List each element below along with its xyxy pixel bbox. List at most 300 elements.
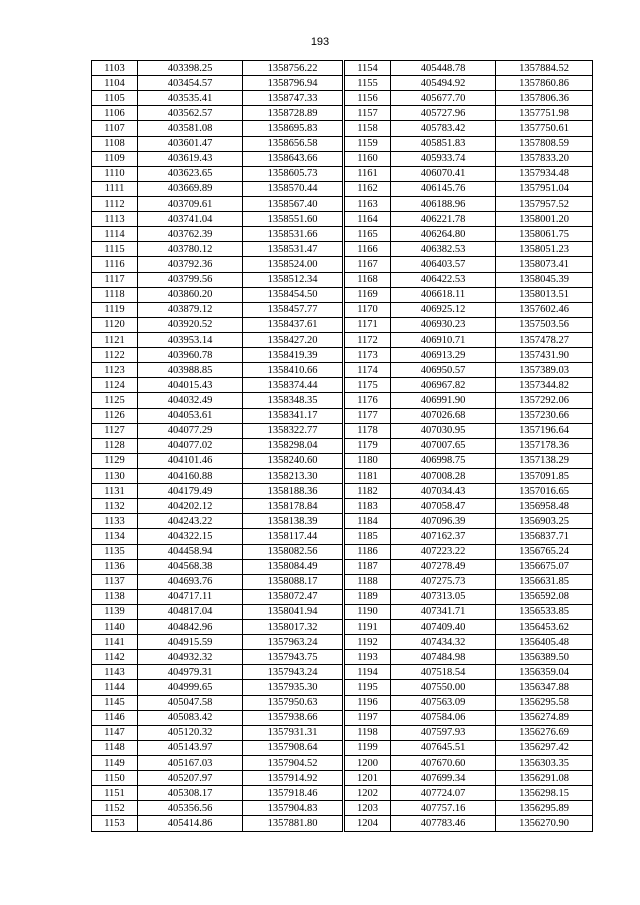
y-coordinate-cell: 1358656.58 (243, 136, 343, 151)
table-row (92, 468, 343, 483)
y-coordinate-cell: 1357914.92 (243, 771, 343, 786)
point-number-cell: 1176 (345, 393, 391, 408)
point-number-cell: 1148 (92, 740, 138, 755)
table-row (345, 227, 593, 242)
table-row (92, 740, 343, 755)
x-coordinate-cell: 405047.58 (138, 695, 243, 710)
table-row (92, 136, 343, 151)
point-number-cell: 1164 (345, 212, 391, 227)
table-row (345, 620, 593, 635)
point-number-cell: 1200 (345, 756, 391, 771)
table-row (92, 212, 343, 227)
point-number-cell: 1187 (345, 559, 391, 574)
y-coordinate-cell: 1357918.46 (243, 786, 343, 801)
table-row (345, 468, 593, 483)
y-coordinate-cell: 1357091.85 (496, 468, 593, 483)
y-coordinate-cell: 1357950.63 (243, 695, 343, 710)
point-number-cell: 1139 (92, 604, 138, 619)
x-coordinate-cell: 403398.25 (138, 61, 243, 76)
y-coordinate-cell: 1358457.77 (243, 302, 343, 317)
table-row (345, 76, 593, 91)
y-coordinate-cell: 1358084.49 (243, 559, 343, 574)
y-coordinate-cell: 1357833.20 (496, 151, 593, 166)
x-coordinate-cell: 407550.00 (391, 680, 496, 695)
point-number-cell: 1114 (92, 227, 138, 242)
point-number-cell: 1141 (92, 635, 138, 650)
x-coordinate-cell: 407409.40 (391, 620, 496, 635)
y-coordinate-cell: 1356359.04 (496, 665, 593, 680)
y-coordinate-cell: 1357951.04 (496, 181, 593, 196)
point-number-cell: 1103 (92, 61, 138, 76)
x-coordinate-cell: 406991.90 (391, 393, 496, 408)
point-number-cell: 1122 (92, 348, 138, 363)
point-number-cell: 1167 (345, 257, 391, 272)
point-number-cell: 1160 (345, 151, 391, 166)
x-coordinate-cell: 404179.49 (138, 484, 243, 499)
y-coordinate-cell: 1356765.24 (496, 544, 593, 559)
y-coordinate-cell: 1358017.32 (243, 620, 343, 635)
x-coordinate-cell: 404693.76 (138, 574, 243, 589)
table-row (345, 499, 593, 514)
table-row (92, 423, 343, 438)
table-row (345, 559, 593, 574)
y-coordinate-cell: 1358427.20 (243, 332, 343, 347)
y-coordinate-cell: 1358643.66 (243, 151, 343, 166)
table-row (345, 710, 593, 725)
point-number-cell: 1132 (92, 499, 138, 514)
y-coordinate-cell: 1356631.85 (496, 574, 593, 589)
table-row (92, 121, 343, 136)
table-row (92, 257, 343, 272)
x-coordinate-cell: 403792.36 (138, 257, 243, 272)
y-coordinate-cell: 1358747.33 (243, 91, 343, 106)
table-row (92, 635, 343, 650)
table-row (345, 166, 593, 181)
x-coordinate-cell: 403619.43 (138, 151, 243, 166)
x-coordinate-cell: 406930.23 (391, 317, 496, 332)
y-coordinate-cell: 1357016.65 (496, 484, 593, 499)
table-row (92, 589, 343, 604)
point-number-cell: 1147 (92, 725, 138, 740)
x-coordinate-cell: 404717.11 (138, 589, 243, 604)
y-coordinate-cell: 1356592.08 (496, 589, 593, 604)
table-row (345, 771, 593, 786)
table-row (345, 196, 593, 211)
table-row (92, 695, 343, 710)
x-coordinate-cell: 406403.57 (391, 257, 496, 272)
y-coordinate-cell: 1356347.88 (496, 680, 593, 695)
x-coordinate-cell: 405448.78 (391, 61, 496, 76)
y-coordinate-cell: 1358061.75 (496, 227, 593, 242)
x-coordinate-cell: 405120.32 (138, 725, 243, 740)
point-number-cell: 1119 (92, 302, 138, 317)
x-coordinate-cell: 407096.39 (391, 514, 496, 529)
x-coordinate-cell: 404932.32 (138, 650, 243, 665)
y-coordinate-cell: 1358045.39 (496, 272, 593, 287)
y-coordinate-cell: 1357904.52 (243, 756, 343, 771)
y-coordinate-cell: 1358240.60 (243, 453, 343, 468)
x-coordinate-cell: 407223.22 (391, 544, 496, 559)
y-coordinate-cell: 1357908.64 (243, 740, 343, 755)
point-number-cell: 1194 (345, 665, 391, 680)
y-coordinate-cell: 1357196.64 (496, 423, 593, 438)
point-number-cell: 1184 (345, 514, 391, 529)
y-coordinate-cell: 1358512.34 (243, 272, 343, 287)
y-coordinate-cell: 1358419.39 (243, 348, 343, 363)
table-row (345, 61, 593, 76)
point-number-cell: 1203 (345, 801, 391, 816)
coordinates-table-right-body (345, 61, 593, 832)
table-row (345, 136, 593, 151)
x-coordinate-cell: 407162.37 (391, 529, 496, 544)
x-coordinate-cell: 407034.43 (391, 484, 496, 499)
table-row (345, 212, 593, 227)
x-coordinate-cell: 403799.56 (138, 272, 243, 287)
table-row (92, 287, 343, 302)
table-row (92, 801, 343, 816)
table-row (345, 650, 593, 665)
y-coordinate-cell: 1357884.52 (496, 61, 593, 76)
x-coordinate-cell: 403988.85 (138, 363, 243, 378)
point-number-cell: 1111 (92, 181, 138, 196)
x-coordinate-cell: 405933.74 (391, 151, 496, 166)
y-coordinate-cell: 1356297.42 (496, 740, 593, 755)
x-coordinate-cell: 405727.96 (391, 106, 496, 121)
point-number-cell: 1117 (92, 272, 138, 287)
table-row (345, 589, 593, 604)
x-coordinate-cell: 403741.04 (138, 212, 243, 227)
y-coordinate-cell: 1356837.71 (496, 529, 593, 544)
point-number-cell: 1108 (92, 136, 138, 151)
table-row (345, 665, 593, 680)
table-row (345, 423, 593, 438)
point-number-cell: 1150 (92, 771, 138, 786)
table-row (345, 378, 593, 393)
point-number-cell: 1124 (92, 378, 138, 393)
point-number-cell: 1154 (345, 61, 391, 76)
table-row (345, 272, 593, 287)
x-coordinate-cell: 407757.16 (391, 801, 496, 816)
point-number-cell: 1161 (345, 166, 391, 181)
point-number-cell: 1174 (345, 363, 391, 378)
y-coordinate-cell: 1358117.44 (243, 529, 343, 544)
x-coordinate-cell: 406967.82 (391, 378, 496, 393)
x-coordinate-cell: 407313.05 (391, 589, 496, 604)
table-row (92, 242, 343, 257)
point-number-cell: 1152 (92, 801, 138, 816)
y-coordinate-cell: 1357931.31 (243, 725, 343, 740)
y-coordinate-cell: 1356533.85 (496, 604, 593, 619)
table-row (345, 544, 593, 559)
point-number-cell: 1130 (92, 468, 138, 483)
table-row (345, 393, 593, 408)
x-coordinate-cell: 407783.46 (391, 816, 496, 831)
y-coordinate-cell: 1356295.89 (496, 801, 593, 816)
point-number-cell: 1138 (92, 589, 138, 604)
x-coordinate-cell: 406422.53 (391, 272, 496, 287)
table-row (345, 438, 593, 453)
coordinates-table-left (91, 60, 343, 832)
y-coordinate-cell: 1358524.00 (243, 257, 343, 272)
x-coordinate-cell: 406382.53 (391, 242, 496, 257)
table-row (345, 348, 593, 363)
table-row (92, 453, 343, 468)
y-coordinate-cell: 1358728.89 (243, 106, 343, 121)
y-coordinate-cell: 1356291.08 (496, 771, 593, 786)
x-coordinate-cell: 403669.89 (138, 181, 243, 196)
table-row (92, 756, 343, 771)
point-number-cell: 1145 (92, 695, 138, 710)
y-coordinate-cell: 1357751.98 (496, 106, 593, 121)
point-number-cell: 1186 (345, 544, 391, 559)
point-number-cell: 1191 (345, 620, 391, 635)
x-coordinate-cell: 403709.61 (138, 196, 243, 211)
point-number-cell: 1192 (345, 635, 391, 650)
table-row (92, 91, 343, 106)
x-coordinate-cell: 407484.98 (391, 650, 496, 665)
x-coordinate-cell: 404101.46 (138, 453, 243, 468)
x-coordinate-cell: 407724.07 (391, 786, 496, 801)
x-coordinate-cell: 405167.03 (138, 756, 243, 771)
y-coordinate-cell: 1357750.61 (496, 121, 593, 136)
point-number-cell: 1169 (345, 287, 391, 302)
point-number-cell: 1204 (345, 816, 391, 831)
table-row (92, 151, 343, 166)
y-coordinate-cell: 1358410.66 (243, 363, 343, 378)
point-number-cell: 1127 (92, 423, 138, 438)
table-row (92, 438, 343, 453)
point-number-cell: 1173 (345, 348, 391, 363)
y-coordinate-cell: 1357602.46 (496, 302, 593, 317)
table-row (92, 544, 343, 559)
point-number-cell: 1151 (92, 786, 138, 801)
x-coordinate-cell: 405356.56 (138, 801, 243, 816)
y-coordinate-cell: 1358072.47 (243, 589, 343, 604)
y-coordinate-cell: 1357943.24 (243, 665, 343, 680)
table-row (92, 559, 343, 574)
y-coordinate-cell: 1356298.15 (496, 786, 593, 801)
y-coordinate-cell: 1358796.94 (243, 76, 343, 91)
x-coordinate-cell: 406910.71 (391, 332, 496, 347)
x-coordinate-cell: 403953.14 (138, 332, 243, 347)
table-row (92, 574, 343, 589)
table-row (92, 650, 343, 665)
x-coordinate-cell: 403562.57 (138, 106, 243, 121)
x-coordinate-cell: 403623.65 (138, 166, 243, 181)
y-coordinate-cell: 1358341.17 (243, 408, 343, 423)
y-coordinate-cell: 1357178.36 (496, 438, 593, 453)
table-row (345, 484, 593, 499)
table-row (345, 363, 593, 378)
point-number-cell: 1181 (345, 468, 391, 483)
x-coordinate-cell: 407341.71 (391, 604, 496, 619)
table-row (345, 574, 593, 589)
x-coordinate-cell: 407278.49 (391, 559, 496, 574)
table-row (92, 302, 343, 317)
x-coordinate-cell: 403762.39 (138, 227, 243, 242)
y-coordinate-cell: 1356675.07 (496, 559, 593, 574)
point-number-cell: 1112 (92, 196, 138, 211)
table-row (345, 604, 593, 619)
y-coordinate-cell: 1357138.29 (496, 453, 593, 468)
y-coordinate-cell: 1358570.44 (243, 181, 343, 196)
table-row (345, 91, 593, 106)
point-number-cell: 1136 (92, 559, 138, 574)
x-coordinate-cell: 404077.29 (138, 423, 243, 438)
table-row (345, 756, 593, 771)
table-row (92, 665, 343, 680)
y-coordinate-cell: 1358567.40 (243, 196, 343, 211)
y-coordinate-cell: 1358138.39 (243, 514, 343, 529)
y-coordinate-cell: 1358437.61 (243, 317, 343, 332)
x-coordinate-cell: 406950.57 (391, 363, 496, 378)
y-coordinate-cell: 1357292.06 (496, 393, 593, 408)
point-number-cell: 1120 (92, 317, 138, 332)
table-row (345, 635, 593, 650)
y-coordinate-cell: 1356389.50 (496, 650, 593, 665)
point-number-cell: 1126 (92, 408, 138, 423)
x-coordinate-cell: 404032.49 (138, 393, 243, 408)
point-number-cell: 1146 (92, 710, 138, 725)
table-row (92, 196, 343, 211)
point-number-cell: 1168 (345, 272, 391, 287)
point-number-cell: 1144 (92, 680, 138, 695)
x-coordinate-cell: 403920.52 (138, 317, 243, 332)
x-coordinate-cell: 405494.92 (391, 76, 496, 91)
table-row (345, 725, 593, 740)
table-row (92, 166, 343, 181)
point-number-cell: 1123 (92, 363, 138, 378)
point-number-cell: 1198 (345, 725, 391, 740)
x-coordinate-cell: 407584.06 (391, 710, 496, 725)
page-number: 193 (310, 36, 330, 48)
table-row (345, 121, 593, 136)
point-number-cell: 1115 (92, 242, 138, 257)
table-row (92, 771, 343, 786)
x-coordinate-cell: 405143.97 (138, 740, 243, 755)
point-number-cell: 1129 (92, 453, 138, 468)
table-row (92, 393, 343, 408)
x-coordinate-cell: 403601.47 (138, 136, 243, 151)
table-row (92, 61, 343, 76)
x-coordinate-cell: 406145.76 (391, 181, 496, 196)
point-number-cell: 1166 (345, 242, 391, 257)
y-coordinate-cell: 1357904.83 (243, 801, 343, 816)
point-number-cell: 1202 (345, 786, 391, 801)
x-coordinate-cell: 407007.65 (391, 438, 496, 453)
x-coordinate-cell: 404077.02 (138, 438, 243, 453)
x-coordinate-cell: 405677.70 (391, 91, 496, 106)
x-coordinate-cell: 407699.34 (391, 771, 496, 786)
x-coordinate-cell: 405783.42 (391, 121, 496, 136)
point-number-cell: 1104 (92, 76, 138, 91)
y-coordinate-cell: 1358605.73 (243, 166, 343, 181)
x-coordinate-cell: 403960.78 (138, 348, 243, 363)
point-number-cell: 1155 (345, 76, 391, 91)
x-coordinate-cell: 407645.51 (391, 740, 496, 755)
y-coordinate-cell: 1358695.83 (243, 121, 343, 136)
x-coordinate-cell: 406913.29 (391, 348, 496, 363)
x-coordinate-cell: 403454.57 (138, 76, 243, 91)
x-coordinate-cell: 403535.41 (138, 91, 243, 106)
table-row (92, 816, 343, 831)
x-coordinate-cell: 407008.28 (391, 468, 496, 483)
x-coordinate-cell: 407275.73 (391, 574, 496, 589)
y-coordinate-cell: 1358013.51 (496, 287, 593, 302)
table-row (345, 408, 593, 423)
x-coordinate-cell: 407026.68 (391, 408, 496, 423)
y-coordinate-cell: 1358001.20 (496, 212, 593, 227)
x-coordinate-cell: 403860.20 (138, 287, 243, 302)
point-number-cell: 1125 (92, 393, 138, 408)
table-row (345, 151, 593, 166)
x-coordinate-cell: 407030.95 (391, 423, 496, 438)
table-row (92, 604, 343, 619)
point-number-cell: 1195 (345, 680, 391, 695)
y-coordinate-cell: 1357230.66 (496, 408, 593, 423)
x-coordinate-cell: 407058.47 (391, 499, 496, 514)
y-coordinate-cell: 1356276.69 (496, 725, 593, 740)
point-number-cell: 1163 (345, 196, 391, 211)
x-coordinate-cell: 406264.80 (391, 227, 496, 242)
point-number-cell: 1106 (92, 106, 138, 121)
x-coordinate-cell: 404817.04 (138, 604, 243, 619)
x-coordinate-cell: 404202.12 (138, 499, 243, 514)
y-coordinate-cell: 1356453.62 (496, 620, 593, 635)
y-coordinate-cell: 1357957.52 (496, 196, 593, 211)
table-row (92, 484, 343, 499)
y-coordinate-cell: 1357503.56 (496, 317, 593, 332)
y-coordinate-cell: 1358051.23 (496, 242, 593, 257)
table-row (92, 106, 343, 121)
point-number-cell: 1180 (345, 453, 391, 468)
table-row (92, 348, 343, 363)
y-coordinate-cell: 1358041.94 (243, 604, 343, 619)
y-coordinate-cell: 1358088.17 (243, 574, 343, 589)
table-row (92, 181, 343, 196)
point-number-cell: 1199 (345, 740, 391, 755)
point-number-cell: 1157 (345, 106, 391, 121)
point-number-cell: 1171 (345, 317, 391, 332)
table-row (92, 514, 343, 529)
x-coordinate-cell: 406998.75 (391, 453, 496, 468)
table-row (92, 408, 343, 423)
y-coordinate-cell: 1357963.24 (243, 635, 343, 650)
y-coordinate-cell: 1356295.58 (496, 695, 593, 710)
point-number-cell: 1158 (345, 121, 391, 136)
y-coordinate-cell: 1358531.66 (243, 227, 343, 242)
point-number-cell: 1190 (345, 604, 391, 619)
x-coordinate-cell: 404160.88 (138, 468, 243, 483)
y-coordinate-cell: 1357938.66 (243, 710, 343, 725)
point-number-cell: 1105 (92, 91, 138, 106)
x-coordinate-cell: 404842.96 (138, 620, 243, 635)
point-number-cell: 1177 (345, 408, 391, 423)
point-number-cell: 1107 (92, 121, 138, 136)
table-row (345, 332, 593, 347)
y-coordinate-cell: 1358551.60 (243, 212, 343, 227)
table-row (345, 786, 593, 801)
table-row (92, 378, 343, 393)
x-coordinate-cell: 405207.97 (138, 771, 243, 786)
table-row (345, 514, 593, 529)
point-number-cell: 1175 (345, 378, 391, 393)
point-number-cell: 1179 (345, 438, 391, 453)
point-number-cell: 1133 (92, 514, 138, 529)
x-coordinate-cell: 404979.31 (138, 665, 243, 680)
point-number-cell: 1189 (345, 589, 391, 604)
table-row (92, 786, 343, 801)
